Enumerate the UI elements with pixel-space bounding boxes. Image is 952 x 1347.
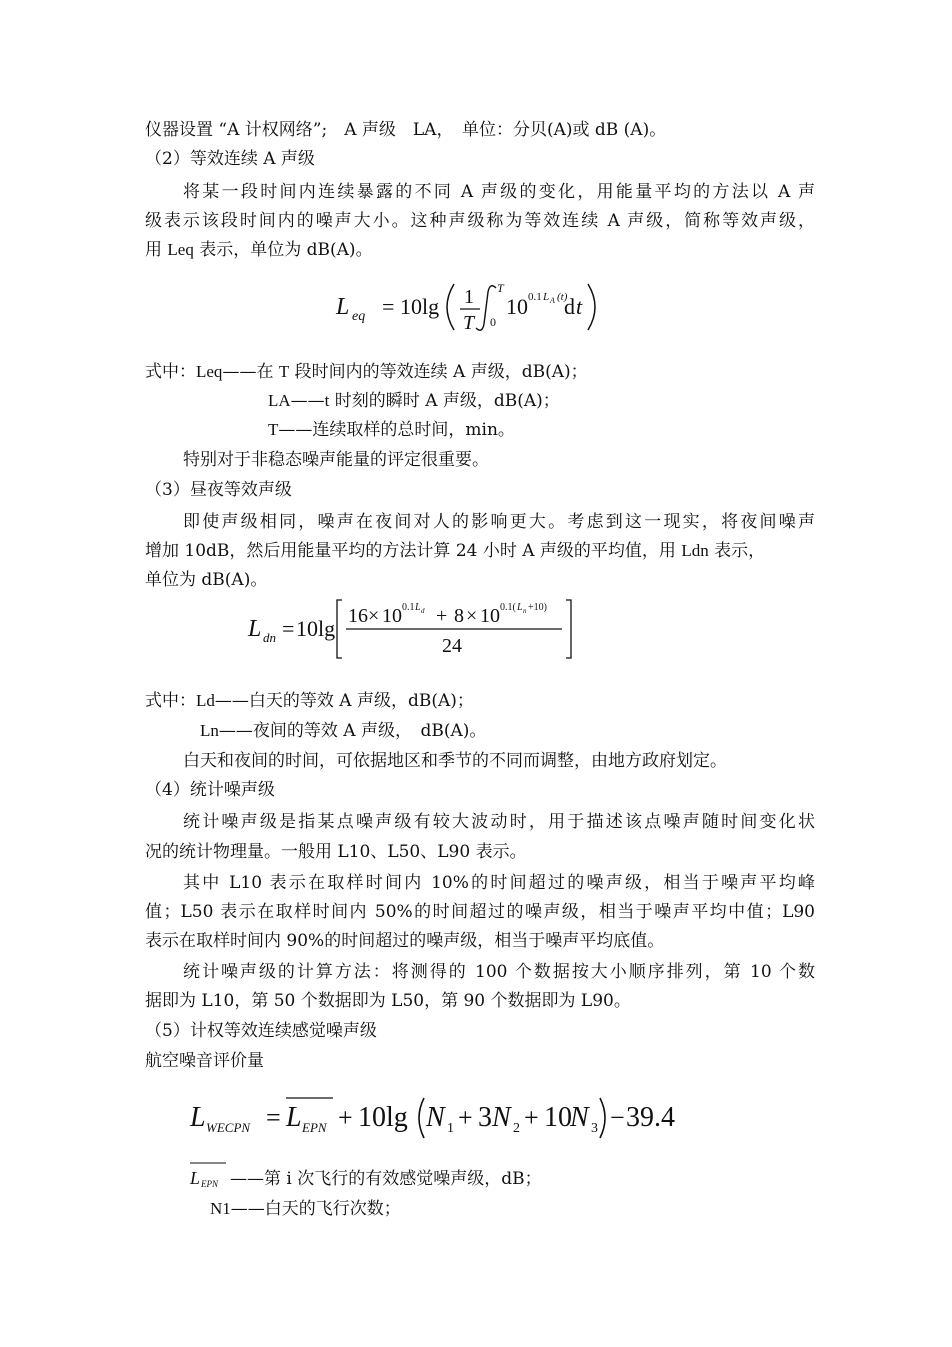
formula-exponent-arg: (t) xyxy=(557,291,568,303)
formula-symbol: L xyxy=(190,1102,206,1133)
variable: Ldn xyxy=(681,541,709,560)
text-span: 段时间内的等效连续 A 声级，dB(A)； xyxy=(289,362,588,382)
formula-exponent: 0.1( xyxy=(500,602,516,613)
text-span: 况的统计物理量。一般用 L10、L50、L90 表示。 xyxy=(145,842,527,862)
formula-times: × xyxy=(368,605,380,627)
formula-ldn xyxy=(244,596,584,662)
formula-constant: 39.4 xyxy=(626,1102,675,1133)
text-span: 仪器设置 “A 计权网络”; A 声级 LA， 单位：分贝(A)或 dB (A)。 xyxy=(145,120,667,140)
variable: Ln xyxy=(200,721,219,740)
note-line xyxy=(183,749,815,773)
heading-text: （4）统计噪声级 xyxy=(145,780,275,800)
formula-bracket-right xyxy=(566,600,571,658)
formula-lwecpn xyxy=(186,1090,676,1142)
formula-subscript: 1 xyxy=(447,1121,454,1136)
integral-upper-limit: T xyxy=(497,281,504,295)
text-span: 航空噪音评价量 xyxy=(145,1051,264,1071)
text-span: 表示， xyxy=(708,541,766,561)
formula-coef: 10lg xyxy=(358,1102,408,1133)
paragraph-line xyxy=(145,989,815,1013)
formula-symbol: L xyxy=(248,616,262,642)
text-span: 级表示该段时间内的噪声大小。这种声级称为等效连续 A 声级，简称等效声级， xyxy=(145,211,815,231)
variable: Ld xyxy=(196,691,215,710)
text-span: 增加 10dB，然后用能量平均的方法计算 24 小时 A 声级的平均值，用 xyxy=(145,541,682,561)
formula-fraction-denominator: T xyxy=(463,312,475,334)
section-heading-5 xyxy=(145,1019,815,1043)
text-span: 其中 L10 表示在取样时间内 10%的时间超过的噪声级，相当于噪声平均峰 xyxy=(183,873,815,893)
paragraph-line xyxy=(145,539,815,563)
heading-text: （5）计权等效连续感觉噪声级 xyxy=(145,1021,377,1041)
paragraph-line xyxy=(145,929,815,953)
formula-exponent-var: L xyxy=(517,602,523,613)
variable: Leq xyxy=(167,240,194,259)
formula-plus: + xyxy=(524,1103,539,1132)
text-span: ——连续取样的总时间，min。 xyxy=(278,420,515,440)
formula-plus: + xyxy=(338,1103,353,1132)
formula-base: 10 xyxy=(506,294,528,319)
formula-subscript: WECPN xyxy=(206,1120,251,1135)
formula-term-coef: 16 xyxy=(348,605,368,627)
formula-paren-left xyxy=(419,1098,424,1138)
variable: T xyxy=(268,420,279,439)
definition-leq xyxy=(145,360,815,384)
text-span: ——白天的飞行次数； xyxy=(230,1199,401,1219)
formula-differential: d xyxy=(564,294,575,319)
section-heading-4 xyxy=(145,778,815,802)
formula-subscript: EPN xyxy=(201,1179,218,1189)
text-span: 将某一段时间内连续暴露的不同 A 声级的变化，用能量平均的方法以 A 声 xyxy=(183,182,815,202)
text-span: 值；L50 表示在取样时间内 50%的时间超过的噪声级，相当于噪声平均中值；L90 xyxy=(145,902,815,922)
paragraph-line xyxy=(183,510,815,534)
formula-exponent-var: L xyxy=(543,291,550,303)
formula-coef: 10lg xyxy=(400,294,440,319)
formula-coef: 10 xyxy=(544,1102,572,1133)
formula-subscript: 3 xyxy=(591,1121,598,1136)
formula-variable: N xyxy=(492,1102,511,1133)
text-span: 用 xyxy=(145,240,168,260)
formula-term-coef: 8 xyxy=(454,605,464,627)
paragraph-line xyxy=(183,871,815,895)
definition-lepn xyxy=(230,1167,750,1191)
paragraph-line xyxy=(183,960,815,984)
text-span: 式中： xyxy=(145,362,196,382)
formula-coef: 10lg xyxy=(296,616,336,641)
formula-subscript: EPN xyxy=(302,1120,327,1135)
paragraph-line xyxy=(145,238,815,262)
variable-number: 1 xyxy=(222,1199,231,1218)
paragraph-line xyxy=(183,180,815,204)
definition-t xyxy=(268,418,768,442)
formula-minus: − xyxy=(610,1103,625,1132)
text-span: ——白天的等效 A 声级，dB(A)； xyxy=(214,691,474,711)
text-span: ——在 xyxy=(222,362,279,382)
formula-exponent-sub: d xyxy=(421,607,425,615)
formula-subscript: 2 xyxy=(513,1121,520,1136)
section-heading-3 xyxy=(145,478,815,502)
text-span: 统计噪声级是指某点噪声级有较大波动时，用于描述该点噪声随时间变化状 xyxy=(183,812,815,832)
formula-plus: + xyxy=(436,605,448,627)
formula-variable: N xyxy=(570,1102,589,1133)
formula-coef: 3 xyxy=(478,1102,492,1133)
definition-ld xyxy=(145,689,815,713)
note-line xyxy=(183,448,815,472)
formula-base: 10 xyxy=(382,605,402,627)
formula-exponent: 0.1 xyxy=(402,602,415,613)
variable: N xyxy=(210,1199,223,1218)
formula-subscript: eq xyxy=(352,309,366,324)
text-span: 白天和夜间的时间，可依据地区和季节的不同而调整，由地方政府划定。 xyxy=(183,751,727,771)
formula-symbol: L xyxy=(286,1102,302,1133)
formula-symbol: L xyxy=(336,294,350,320)
formula-exponent: +10) xyxy=(528,602,547,613)
text-span: 式中： xyxy=(145,691,196,711)
formula-equals: = xyxy=(282,616,295,641)
formula-times: × xyxy=(466,605,478,627)
text-span: 据即为 L10，第 50 个数据即为 L50，第 90 个数据即为 L90。 xyxy=(145,991,631,1011)
paragraph-line xyxy=(145,840,815,864)
formula-exponent-sub: n xyxy=(523,607,527,615)
paragraph-line xyxy=(145,900,815,924)
text-span: ——第 i 次飞行的有效感觉噪声级，dB； xyxy=(230,1169,542,1189)
paragraph-line xyxy=(145,568,815,592)
formula-fraction-numerator: 1 xyxy=(464,286,474,308)
definition-ln xyxy=(200,719,760,743)
text-span: 单位为 dB(A)。 xyxy=(145,570,268,590)
formula-variable: N xyxy=(426,1102,445,1133)
formula-leq xyxy=(330,276,600,338)
text-span: 统计噪声级的计算方法：将测得的 100 个数据按大小顺序排列，第 10 个数 xyxy=(183,962,815,982)
formula-plus: + xyxy=(458,1103,473,1132)
variable: LA xyxy=(268,391,291,410)
definition-la xyxy=(268,389,768,413)
definition-n1 xyxy=(210,1197,730,1221)
section-heading-2 xyxy=(145,147,815,171)
paragraph-line xyxy=(183,810,815,834)
text-span: 即使声级相同，噪声在夜间对人的影响更大。考虑到这一现实，将夜间噪声 xyxy=(183,512,815,532)
text-span: 特别对于非稳态噪声能量的评定很重要。 xyxy=(183,450,489,470)
text-span: ——夜间的等效 A 声级， dB(A)。 xyxy=(218,721,487,741)
formula-paren-right xyxy=(588,284,595,330)
paragraph-line xyxy=(145,1049,815,1073)
text-span: —— xyxy=(290,391,325,411)
variable: t xyxy=(324,391,330,410)
formula-base: 10 xyxy=(480,605,500,627)
formula-symbol: L xyxy=(190,1168,201,1188)
formula-equals: = xyxy=(266,1103,281,1132)
integral-lower-limit: 0 xyxy=(490,315,496,329)
heading-text: （3）昼夜等效声级 xyxy=(145,480,292,500)
text-span: 表示，单位为 dB(A)。 xyxy=(193,240,373,260)
formula-paren-right xyxy=(600,1098,605,1138)
variable: Leq xyxy=(196,362,223,381)
text-line-instrument-setting xyxy=(145,118,815,142)
formula-paren-left xyxy=(447,284,454,330)
formula-lepn-symbol xyxy=(188,1158,230,1192)
formula-exponent: 0.1 xyxy=(528,291,542,303)
text-span: 表示在取样时间内 90%的时间超过的噪声级，相当于噪声平均底值。 xyxy=(145,931,665,951)
heading-text: （2）等效连续 A 声级 xyxy=(145,149,315,169)
formula-fraction-denominator: 24 xyxy=(442,635,462,657)
formula-subscript: dn xyxy=(263,630,276,645)
formula-differential-var: t xyxy=(576,294,583,319)
formula-bracket-left xyxy=(337,600,342,658)
paragraph-line xyxy=(145,209,815,233)
variable: T xyxy=(278,362,290,381)
text-span: 时刻的瞬时 A 声级，dB(A)； xyxy=(329,391,560,411)
formula-equals: = xyxy=(382,294,395,319)
formula-exponent-sub: A xyxy=(550,296,555,305)
formula-exponent-var: L xyxy=(415,602,421,613)
